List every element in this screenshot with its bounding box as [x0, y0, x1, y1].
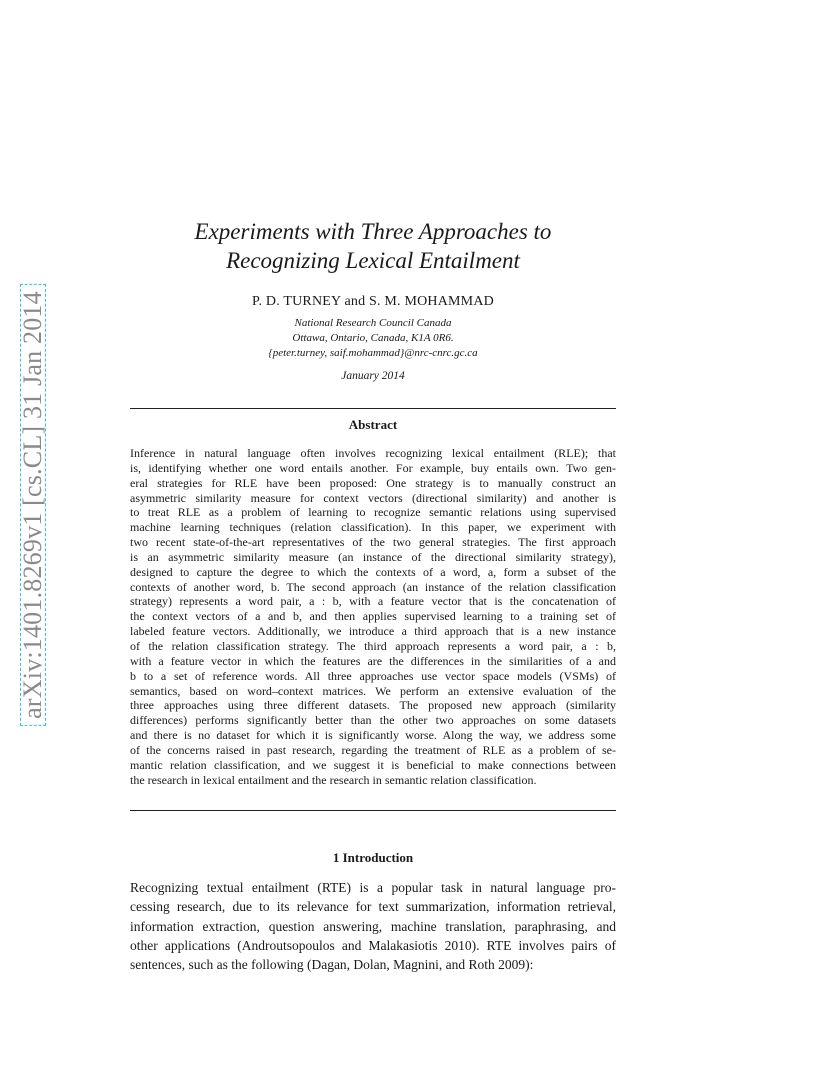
affiliation-line: Ottawa, Ontario, Canada, K1A 0R6.: [292, 332, 454, 344]
abstract-line: with a feature vector in which the features are the differences in the similarities of a and: [130, 653, 616, 668]
abstract-bottom-rule: [130, 810, 616, 811]
abstract-top-rule: [130, 408, 616, 409]
author-affiliation: [130, 316, 616, 361]
abstract-line: mantic relation classification, and we suggest it is beneficial to make connections between: [130, 757, 616, 772]
arxiv-identifier: arXiv:1401.8269v1 [cs.CL] 31 Jan 2014: [20, 284, 46, 726]
title-line: Experiments with Three Approaches to: [194, 219, 552, 244]
publication-date: January 2014: [341, 370, 405, 382]
abstract-line: semantics, based on word–context matrices. We perform an extensive evaluation of the: [130, 683, 616, 698]
abstract-line: differences) performs significantly better than the other two approaches on some datasets: [130, 713, 616, 728]
abstract-line: to treat RLE as a problem of learning to recognize semantic relations using supervised: [130, 505, 616, 520]
paper-title: [130, 217, 616, 275]
abstract-line: strategy) represents a word pair, a : b, with a feature vector that is the concatenation of: [130, 594, 616, 609]
abstract-line: b to a set of reference words. All three approaches use vector space models (VSMs) of: [130, 668, 616, 683]
abstract-body: [130, 446, 616, 787]
arxiv-sidebar-stamp: [20, 270, 46, 740]
title-line: Recognizing Lexical Entailment: [226, 248, 520, 273]
abstract-line: designed to capture the degree to which the contexts of a word, a, form a subset of the: [130, 564, 616, 579]
abstract-line: two recent state-of-the-art representatives of the two general strategies. The first approach: [130, 535, 616, 550]
abstract-line: of the concerns raised in past research, regarding the treatment of RLE as a problem of se-: [130, 742, 616, 757]
introduction-body: [130, 878, 616, 974]
abstract-line: is an asymmetric similarity measure (an instance of the directional similarity strategy),: [130, 549, 616, 564]
abstract-line: contexts of another word, b. The second approach (an instance of the relation classification: [130, 579, 616, 594]
intro-line: sentences, such as the following (Dagan, Dolan, Magnini, and Roth 2009):: [130, 957, 534, 973]
abstract-line: three approaches using three different datasets. The proposed new approach (similarity: [130, 698, 616, 713]
intro-line: Recognizing textual entailment (RTE) is a popular task in natural language pro-: [130, 880, 616, 895]
author-names: P. D. TURNEY and S. M. MOHAMMAD: [252, 294, 494, 309]
intro-line: information extraction, question answering, machine translation, paraphrasing, and: [130, 918, 616, 934]
abstract-line: the context vectors of a and b, and then applies supervised learning to a training set of: [130, 609, 616, 624]
abstract-line: labeled feature vectors. Additionally, we introduce a third approach that is a new instance: [130, 624, 616, 639]
abstract-line: eral strategies for RLE have been proposed: One strategy is to manually construct an: [130, 475, 616, 490]
abstract-line: and there is no dataset for which it is significantly worse. Along the way, we address some: [130, 728, 616, 743]
intro-line: other applications (Androutsopoulos and Malakasiotis 2010). RTE involves pairs of: [130, 937, 616, 953]
abstract-line: the research in lexical entailment and the research in semantic relation classification.: [130, 772, 537, 787]
abstract-line: of the relation classification strategy. The third approach represents a word pair, a : b,: [130, 638, 616, 653]
section-heading-introduction: 1 Introduction: [332, 850, 414, 865]
intro-line: cessing research, due to its relevance for text summarization, information retrieval,: [130, 899, 616, 915]
abstract-line: Inference in natural language often involves recognizing lexical entailment (RLE); that: [130, 446, 616, 460]
abstract-line: machine learning techniques (relation classification). In this paper, we experiment with: [130, 520, 616, 535]
abstract-line: is, identifying whether one word entails another. For example, buy entails own. Two gen-: [130, 460, 616, 475]
affiliation-email: {peter.turney, saif.mohammad}@nrc-cnrc.gc.ca: [268, 347, 478, 359]
abstract-heading: Abstract: [348, 417, 398, 432]
affiliation-line: National Research Council Canada: [294, 317, 452, 329]
abstract-line: asymmetric similarity measure for context vectors (directional similarity) and another is: [130, 490, 616, 505]
